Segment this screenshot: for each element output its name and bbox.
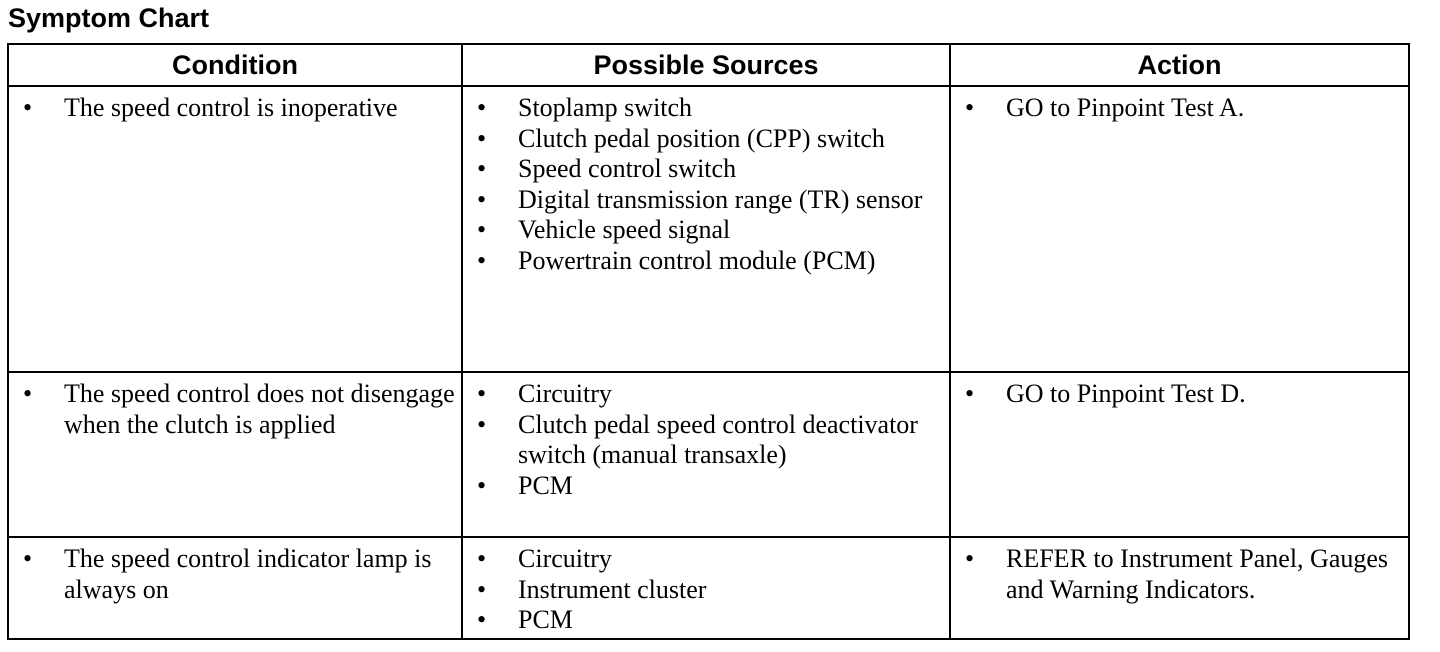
- list-item: • Speed control switch: [463, 154, 949, 185]
- list-item: • PCM: [463, 471, 949, 502]
- list-item: • The speed control indicator lamp is always on: [9, 544, 461, 605]
- list-item: • GO to Pinpoint Test A.: [951, 93, 1408, 124]
- action-cell: [950, 86, 1409, 372]
- list-item: • Vehicle speed signal: [463, 215, 949, 246]
- sources-list: [463, 373, 949, 501]
- condition-cell: [8, 86, 462, 372]
- table-row: [8, 86, 1409, 372]
- column-header-possible-sources: Possible Sources: [462, 44, 950, 86]
- list-item: • REFER to Instrument Panel, Gauges and Warning Indicators.: [951, 544, 1408, 605]
- list-item: • The speed control does not disengage when the clutch is applied: [9, 379, 461, 440]
- sources-list: [463, 87, 949, 276]
- symptom-chart-table: [7, 43, 1410, 640]
- condition-cell: [8, 372, 462, 537]
- column-header-action: Action: [950, 44, 1409, 86]
- list-item: • Instrument cluster: [463, 575, 949, 606]
- list-item: • Clutch pedal position (CPP) switch: [463, 124, 949, 155]
- list-item: • Circuitry: [463, 544, 949, 575]
- condition-list: [9, 538, 461, 605]
- list-item: • PCM: [463, 605, 949, 636]
- action-cell: [950, 537, 1409, 639]
- column-header-condition: Condition: [8, 44, 462, 86]
- list-item: • Powertrain control module (PCM): [463, 246, 949, 277]
- action-cell: [950, 372, 1409, 537]
- action-list: [951, 87, 1408, 124]
- sources-cell: [462, 86, 950, 372]
- sources-list: [463, 538, 949, 636]
- list-item: • Clutch pedal speed control deactivator switch (manual transaxle): [463, 410, 949, 471]
- action-list: [951, 373, 1408, 410]
- list-item: • The speed control is inoperative: [9, 93, 461, 124]
- condition-list: [9, 373, 461, 440]
- table-row: [8, 372, 1409, 537]
- condition-list: [9, 87, 461, 124]
- page-title: Symptom Chart: [8, 3, 210, 33]
- list-item: • Stoplamp switch: [463, 93, 949, 124]
- condition-cell: [8, 537, 462, 639]
- table-header-row: [8, 44, 1409, 86]
- table-row: [8, 537, 1409, 639]
- action-list: [951, 538, 1408, 605]
- list-item: • Digital transmission range (TR) sensor: [463, 185, 949, 216]
- list-item: • GO to Pinpoint Test D.: [951, 379, 1408, 410]
- list-item: • Circuitry: [463, 379, 949, 410]
- sources-cell: [462, 372, 950, 537]
- sources-cell: [462, 537, 950, 639]
